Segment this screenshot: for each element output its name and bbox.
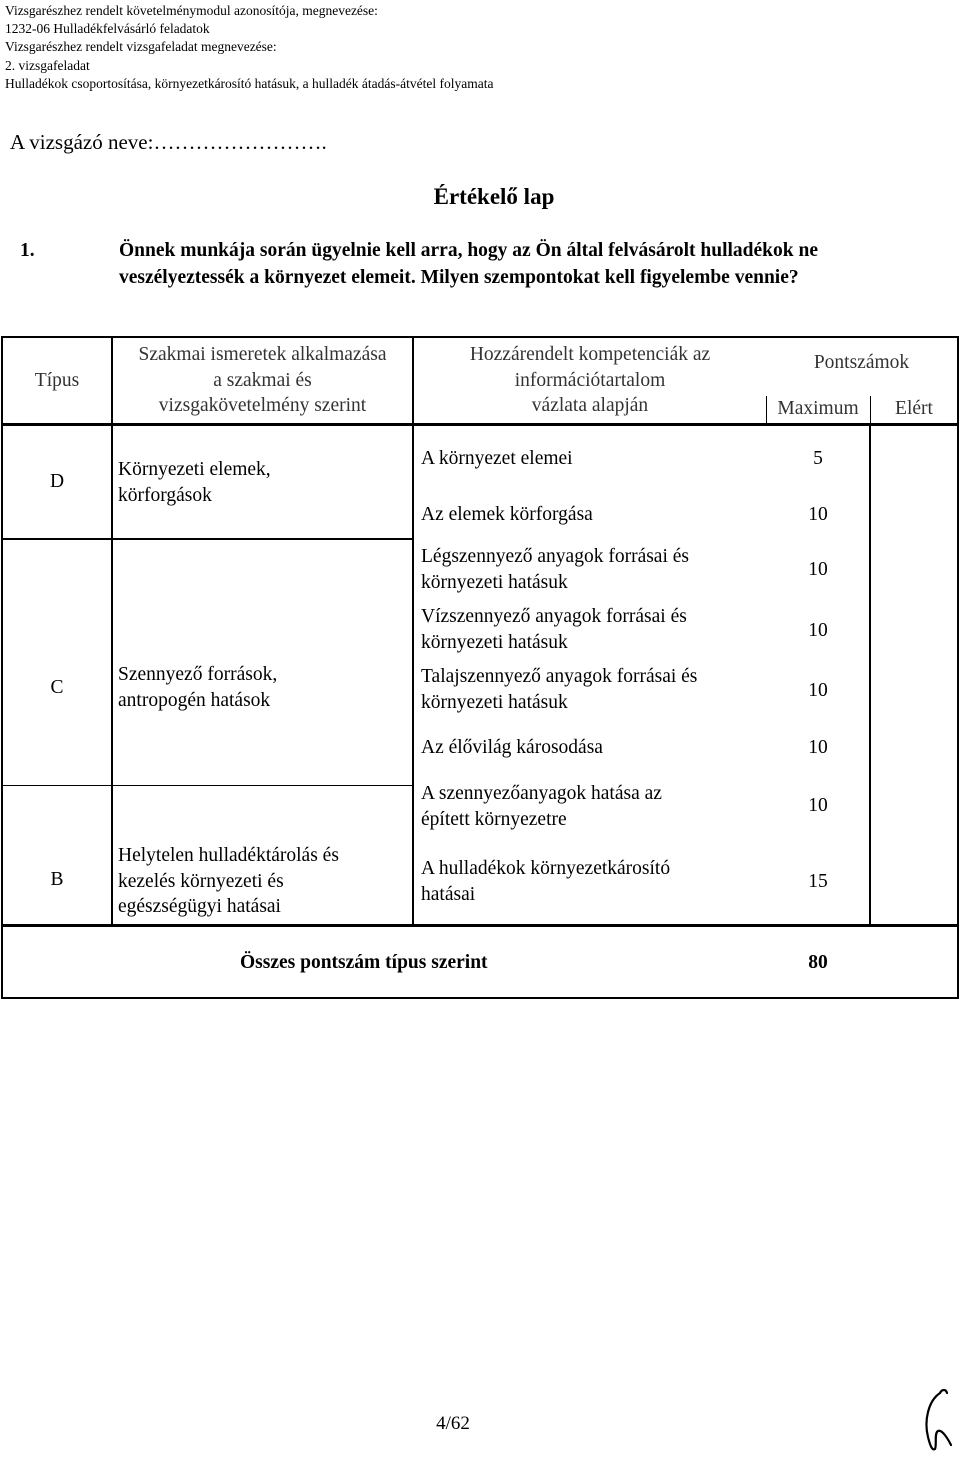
competency-item: Légszennyező anyagok forrásai és környezeti hatásuk	[421, 546, 690, 593]
signature-mark	[918, 1385, 958, 1455]
max-points: 10	[808, 680, 828, 701]
header-competencies: Hozzárendelt kompetenciák az információtartalom vázlata alapján	[469, 344, 711, 416]
header-skills: Szakmai ismeretek alkalmazása a szakmai és vizsgakövetelmény szerint	[138, 344, 387, 416]
header-line: Vizsgarészhez rendelt követelménymodul azonosítója, megnevezése:	[5, 3, 378, 18]
page-number: 4/62	[436, 1413, 470, 1434]
header-line: Vizsgarészhez rendelt vizsgafeladat megnevezése:	[5, 39, 277, 55]
max-points: 10	[808, 504, 828, 525]
total-value: 80	[808, 952, 828, 973]
max-points: 5	[813, 448, 823, 469]
competency-item: Az élővilág károsodása	[421, 737, 603, 758]
skill-cell: Környezeti elemek, körforgások	[118, 459, 271, 506]
header-line: 1232-06 Hulladékfelvásárló feladatok	[5, 21, 210, 37]
competency-item: A szennyezőanyagok hatása az épített környezetre	[421, 783, 662, 830]
competency-item: A hulladékok környezetkárosító hatásai	[421, 858, 671, 905]
question-number: 1.	[20, 240, 35, 261]
max-points: 10	[808, 559, 828, 580]
candidate-name-label: A vizsgázó neve:…………………….	[10, 130, 327, 154]
competency-item: A környezet elemei	[421, 448, 573, 469]
type-cell: C	[50, 677, 64, 698]
question-text-line2: veszélyeztessék a környezet elemeit. Milyen szempontokat kell figyelembe vennie?	[119, 267, 799, 288]
competency-item: Az elemek körforgása	[421, 504, 593, 525]
max-points: 10	[808, 795, 828, 816]
header-points: Pontszámok	[813, 352, 910, 373]
skill-cell: Helytelen hulladéktárolás és kezelés környezeti és egészségügyi hatásai	[118, 845, 339, 917]
total-label: Összes pontszám típus szerint	[240, 952, 488, 973]
header-max: Maximum	[777, 398, 859, 419]
type-cell: B	[50, 869, 64, 890]
header-line: Hulladékok csoportosítása, környezetkárosító hatásuk, a hulladék átadás-átvétel folyamata	[5, 75, 494, 91]
question-text-line1: Önnek munkája során ügyelnie kell arra, hogy az Ön által felvásárolt hulladékok ne	[119, 240, 819, 261]
header-type: Típus	[34, 370, 80, 391]
page-title: Értékelő lap	[433, 184, 555, 209]
competency-item: Talajszennyező anyagok forrásai és környezeti hatásuk	[421, 666, 698, 713]
max-points: 15	[808, 871, 828, 892]
header-achieved: Elért	[895, 398, 933, 419]
header-line: 2. vizsgafeladat	[5, 57, 90, 73]
type-cell: D	[49, 471, 65, 492]
skill-cell: Szennyező források, antropogén hatások	[118, 664, 278, 711]
max-points: 10	[808, 620, 828, 641]
competency-item: Vízszennyező anyagok forrásai és környezeti hatásuk	[421, 606, 687, 653]
max-points: 10	[808, 737, 828, 758]
